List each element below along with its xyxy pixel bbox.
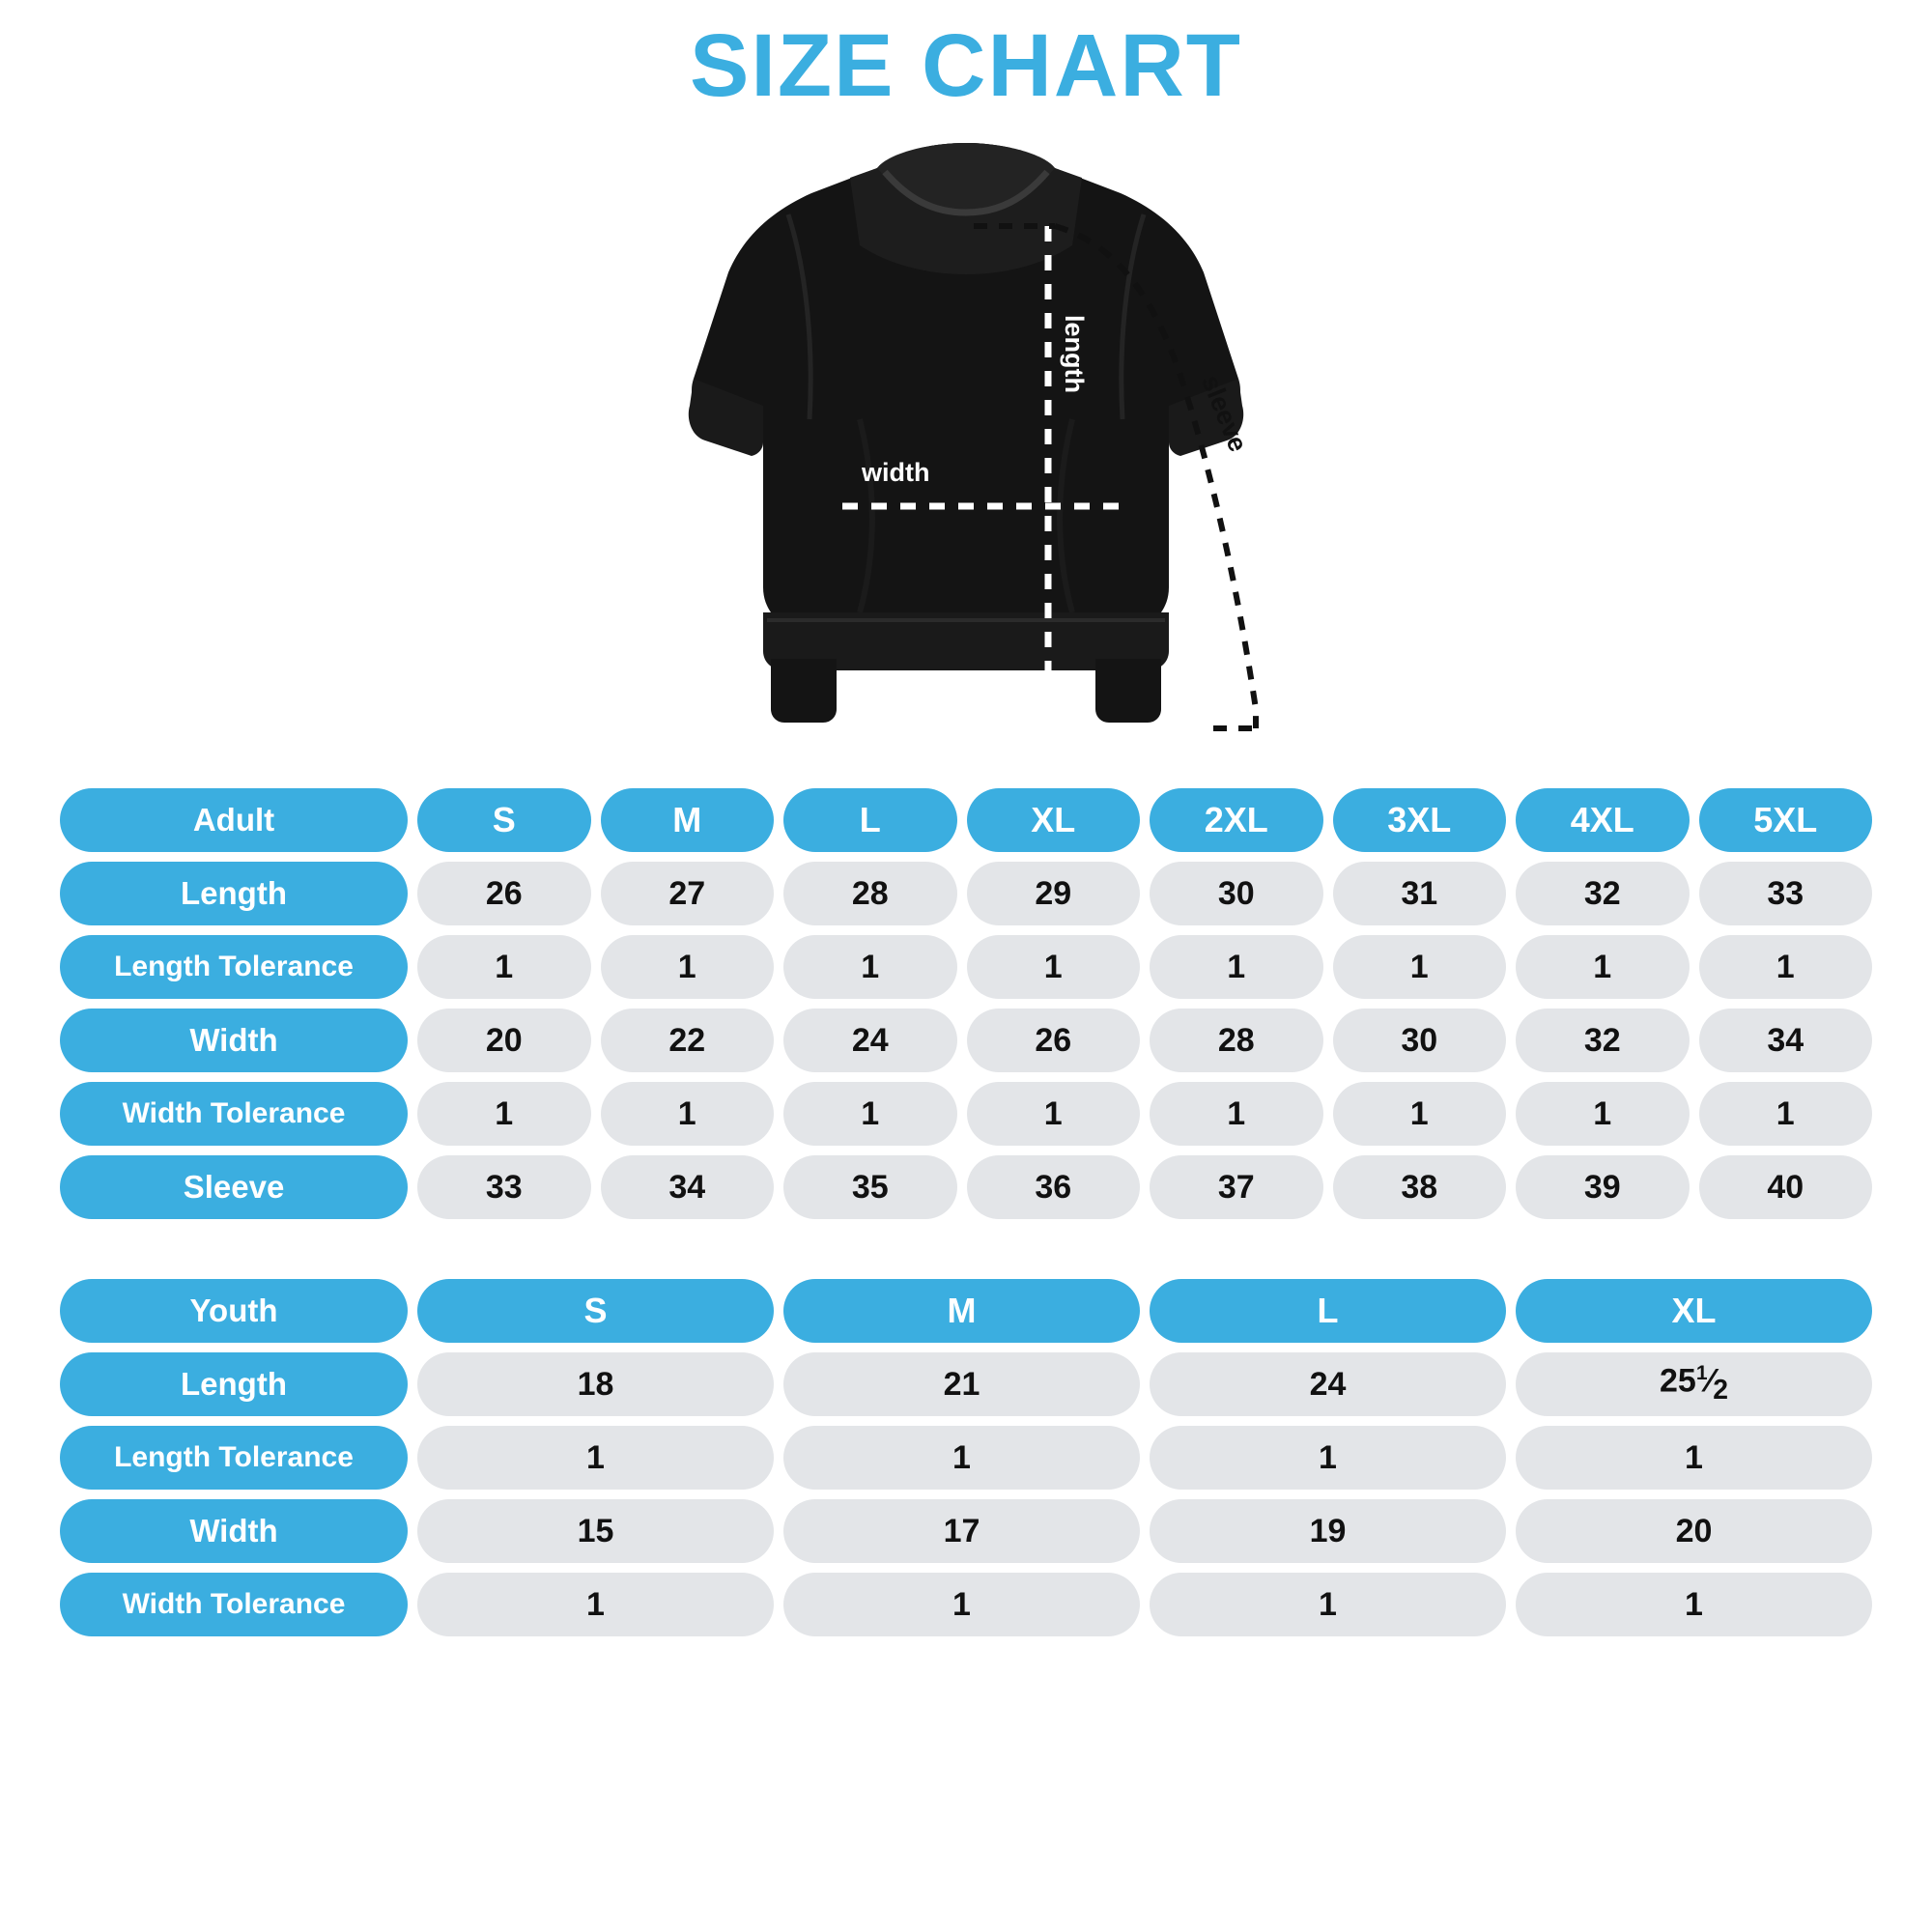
adult-width-m: 22 <box>601 1009 775 1072</box>
adult-width-3xl: 30 <box>1333 1009 1507 1072</box>
adult-length-s: 26 <box>417 862 591 925</box>
adult-width-s: 20 <box>417 1009 591 1072</box>
youth-width-m: 17 <box>783 1499 1140 1563</box>
table-row <box>60 1352 1872 1416</box>
youth-length-m: 21 <box>783 1352 1140 1416</box>
youth-row-label-length-tolerance: Length Tolerance <box>60 1426 408 1490</box>
adult-col-5xl: 5XL <box>1699 788 1873 852</box>
youth-length-l: 24 <box>1150 1352 1506 1416</box>
adult-length-2xl: 30 <box>1150 862 1323 925</box>
adult-length-l: 28 <box>783 862 957 925</box>
youth-col-l: L <box>1150 1279 1506 1343</box>
adult-sleeve-s: 33 <box>417 1155 591 1219</box>
adult-row-label-length-tolerance: Length Tolerance <box>60 935 408 999</box>
table-row <box>60 862 1872 925</box>
table-row <box>60 935 1872 999</box>
adult-width-tol-2xl: 1 <box>1150 1082 1323 1146</box>
adult-length-tol-3xl: 1 <box>1333 935 1507 999</box>
adult-length-tol-s: 1 <box>417 935 591 999</box>
adult-corner-label: Adult <box>60 788 408 852</box>
table-row <box>60 1082 1872 1146</box>
table-row <box>60 788 1872 852</box>
adult-width-tol-3xl: 1 <box>1333 1082 1507 1146</box>
adult-col-2xl: 2XL <box>1150 788 1323 852</box>
adult-width-xl: 26 <box>967 1009 1141 1072</box>
adult-col-xl: XL <box>967 788 1141 852</box>
table-row <box>60 1155 1872 1219</box>
youth-length-s: 18 <box>417 1352 774 1416</box>
adult-length-tol-l: 1 <box>783 935 957 999</box>
adult-length-4xl: 32 <box>1516 862 1690 925</box>
table-row <box>60 1573 1872 1636</box>
adult-width-tol-5xl: 1 <box>1699 1082 1873 1146</box>
table-row <box>60 1426 1872 1490</box>
adult-col-4xl: 4XL <box>1516 788 1690 852</box>
youth-row-label-width: Width <box>60 1499 408 1563</box>
adult-col-l: L <box>783 788 957 852</box>
adult-length-tol-m: 1 <box>601 935 775 999</box>
adult-sleeve-l: 35 <box>783 1155 957 1219</box>
adult-sleeve-xl: 36 <box>967 1155 1141 1219</box>
table-row <box>60 1279 1872 1343</box>
adult-length-xl: 29 <box>967 862 1141 925</box>
adult-sleeve-m: 34 <box>601 1155 775 1219</box>
adult-col-s: S <box>417 788 591 852</box>
adult-length-5xl: 33 <box>1699 862 1873 925</box>
adult-row-label-width: Width <box>60 1009 408 1072</box>
youth-width-xl: 20 <box>1516 1499 1872 1563</box>
adult-row-label-length: Length <box>60 862 408 925</box>
adult-sleeve-4xl: 39 <box>1516 1155 1690 1219</box>
adult-sleeve-3xl: 38 <box>1333 1155 1507 1219</box>
youth-corner-label: Youth <box>60 1279 408 1343</box>
youth-length-tol-xl: 1 <box>1516 1426 1872 1490</box>
adult-col-3xl: 3XL <box>1333 788 1507 852</box>
adult-width-tol-m: 1 <box>601 1082 775 1146</box>
youth-col-xl: XL <box>1516 1279 1872 1343</box>
youth-width-tol-m: 1 <box>783 1573 1140 1636</box>
youth-length-xl: $25^1⁄_2$ <box>1516 1352 1872 1416</box>
width-measure-label: width <box>862 458 930 487</box>
garment-illustration <box>0 110 1932 777</box>
adult-width-tol-l: 1 <box>783 1082 957 1146</box>
sleeve-measure-label: sleeve <box>1196 371 1253 456</box>
adult-row-label-width-tolerance: Width Tolerance <box>60 1082 408 1146</box>
youth-width-tol-s: 1 <box>417 1573 774 1636</box>
length-measure-label: length <box>1060 315 1089 393</box>
page-title: SIZE CHART <box>690 16 1242 115</box>
adult-width-tol-4xl: 1 <box>1516 1082 1690 1146</box>
youth-length-tol-m: 1 <box>783 1426 1140 1490</box>
adult-length-3xl: 31 <box>1333 862 1507 925</box>
adult-row-label-sleeve: Sleeve <box>60 1155 408 1219</box>
measurement-guides <box>0 110 1932 777</box>
youth-width-s: 15 <box>417 1499 774 1563</box>
table-row <box>60 1009 1872 1072</box>
adult-width-5xl: 34 <box>1699 1009 1873 1072</box>
youth-length-tol-l: 1 <box>1150 1426 1506 1490</box>
table-row <box>60 1499 1872 1563</box>
youth-width-l: 19 <box>1150 1499 1506 1563</box>
youth-length-tol-s: 1 <box>417 1426 774 1490</box>
adult-length-tol-2xl: 1 <box>1150 935 1323 999</box>
youth-col-s: S <box>417 1279 774 1343</box>
adult-width-2xl: 28 <box>1150 1009 1323 1072</box>
adult-sleeve-2xl: 37 <box>1150 1155 1323 1219</box>
youth-width-tol-l: 1 <box>1150 1573 1506 1636</box>
adult-width-4xl: 32 <box>1516 1009 1690 1072</box>
adult-col-m: M <box>601 788 775 852</box>
adult-size-table <box>50 779 1882 1229</box>
adult-width-l: 24 <box>783 1009 957 1072</box>
adult-length-tol-4xl: 1 <box>1516 935 1690 999</box>
youth-row-label-length: Length <box>60 1352 408 1416</box>
adult-width-tol-xl: 1 <box>967 1082 1141 1146</box>
adult-width-tol-s: 1 <box>417 1082 591 1146</box>
youth-width-tol-xl: 1 <box>1516 1573 1872 1636</box>
size-tables <box>0 779 1932 1646</box>
youth-row-label-width-tolerance: Width Tolerance <box>60 1573 408 1636</box>
youth-col-m: M <box>783 1279 1140 1343</box>
youth-size-table <box>50 1269 1882 1646</box>
adult-length-m: 27 <box>601 862 775 925</box>
adult-length-tol-xl: 1 <box>967 935 1141 999</box>
adult-sleeve-5xl: 40 <box>1699 1155 1873 1219</box>
adult-length-tol-5xl: 1 <box>1699 935 1873 999</box>
